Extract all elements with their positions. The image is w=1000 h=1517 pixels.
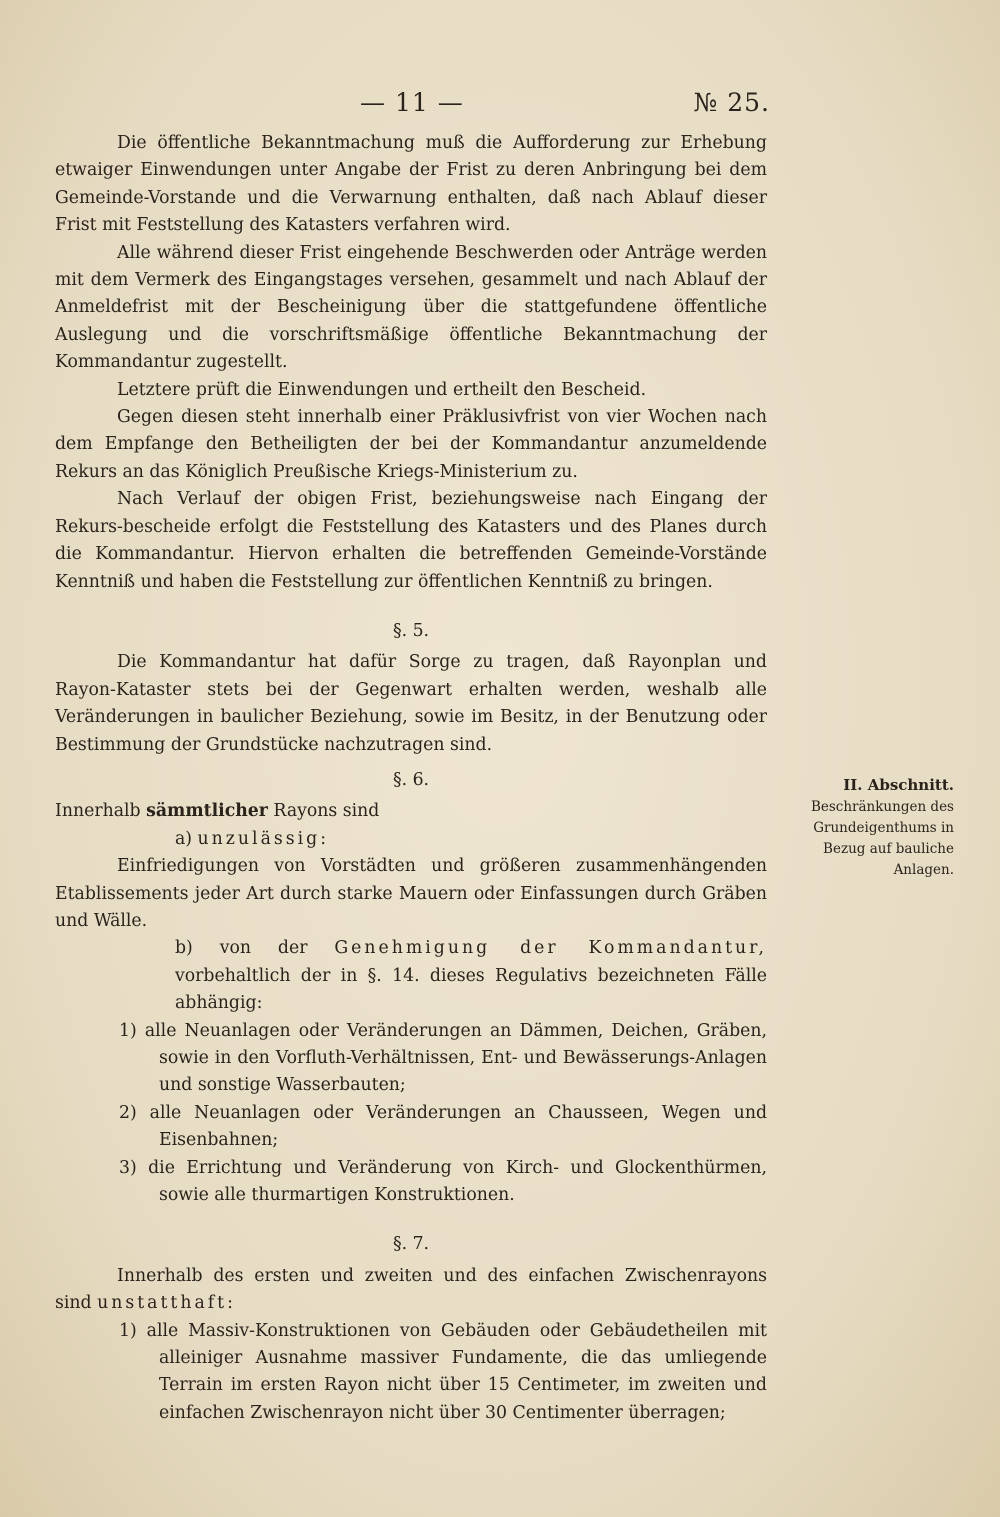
document-body (55, 130, 767, 1427)
list-item: 1) alle Massiv-Konstruktionen von Gebäuden oder Gebäudetheilen mit alleiniger Ausnahme massiver Fundamente, die das umliegende Terrain im ersten Rayon nicht über 15 Centimeter, im zweiten und einfachen Zwischenrayon nicht über 30 Centimenter überragen; (119, 1320, 767, 1423)
section-7-intro: Innerhalb des ersten und zweiten und des einfachen Zwischenrayons sind unstatthaft: (55, 1265, 767, 1314)
margin-note-text: Beschränkungen des Grundeigenthums in Bezug auf bauliche Anlagen. (810, 799, 954, 878)
list-item: 2) alle Neuanlagen oder Veränderungen an Chausseen, Wegen und Eisenbahnen; (119, 1102, 768, 1151)
item-a-body: Einfriedigungen von Vorstädten und größeren zusammenhängenden Etablissements jeder Art durch starke Mauern oder Einfassungen durch Gräben und Wälle. (55, 856, 767, 931)
page-number: — 11 — (360, 88, 464, 117)
section-5-heading: §. 5. (392, 620, 430, 641)
emphasis-text: sämmtlicher (146, 801, 268, 822)
list-item: 3) die Errichtung und Veränderung von Kirch- und Glockenthürmen, sowie alle thurmartigen Konstruktionen. (119, 1157, 767, 1206)
section-6-heading: §. 6. (392, 769, 430, 790)
item-a-heading: a) unzulässig: (175, 828, 330, 849)
section-6-intro: Innerhalb sämmtlicher Rayons sind (55, 801, 380, 822)
issue-number: № 25. (693, 88, 770, 117)
paragraph-5: Nach Verlauf der obigen Frist, beziehungsweise nach Eingang der Rekurs-bescheide erfolgt die Feststellung des Katasters und des Planes durch die Kommandantur. Hiervon erhalten die betreffenden Gemeinde-Vorstände Kenntniß und haben die Feststellung zur öffentlichen Kenntniß zu bringen. (55, 489, 767, 592)
section-5-text: Die Kommandantur hat dafür Sorge zu tragen, daß Rayonplan und Rayon-Kataster stets bei der Gegenwart erhalten werden, weshalb alle Veränderungen in baulicher Beziehung, sowie im Besitz, in der Benutzung oder Bestimmung der Grundstücke nachzutragen sind. (55, 652, 767, 755)
margin-note-heading: II. Abschnitt. (843, 776, 954, 794)
page-header (360, 88, 770, 124)
section-7-heading: §. 7. (392, 1234, 430, 1255)
paragraph-2: Alle während dieser Frist eingehende Beschwerden oder Anträge werden mit dem Vermerk des Eingangstages versehen, gesammelt und nach Ablauf der Anmeldefrist mit der Bescheinigung über die stattgefundene öffentliche Auslegung und die vorschriftsmäßige öffentliche Bekanntmachung der Kommandantur zugestellt. (55, 242, 767, 373)
paragraph-4: Gegen diesen steht innerhalb einer Präklusivfrist von vier Wochen nach dem Empfange den Betheiligten der bei der Kommandantur anzumeldende Rekurs an das Königlich Preußische Kriegs-Ministerium zu. (55, 407, 767, 482)
paragraph-1: Die öffentliche Bekanntmachung muß die Aufforderung zur Erhebung etwaiger Einwendungen unter Angabe der Frist zu deren Anbringung bei dem Gemeinde-Vorstande und die Verwarnung enthalten, daß nach Ablauf dieser Frist mit Feststellung des Katasters verfahren wird. (55, 133, 767, 236)
paragraph-3: Letztere prüft die Einwendungen und ertheilt den Bescheid. (117, 379, 647, 400)
list-item: 1) alle Neuanlagen oder Veränderungen an Dämmen, Deichen, Gräben, sowie in den Vorfluth-Verhältnissen, Ent- und Bewässerungs-Anlagen und sonstige Wasserbauten; (119, 1020, 767, 1096)
item-b-heading: b) von der Genehmigung der Kommandantur, vorbehaltlich der in §. 14. dieses Regulativs bezeichneten Fälle abhängig: (175, 938, 768, 1014)
margin-note (772, 775, 954, 881)
